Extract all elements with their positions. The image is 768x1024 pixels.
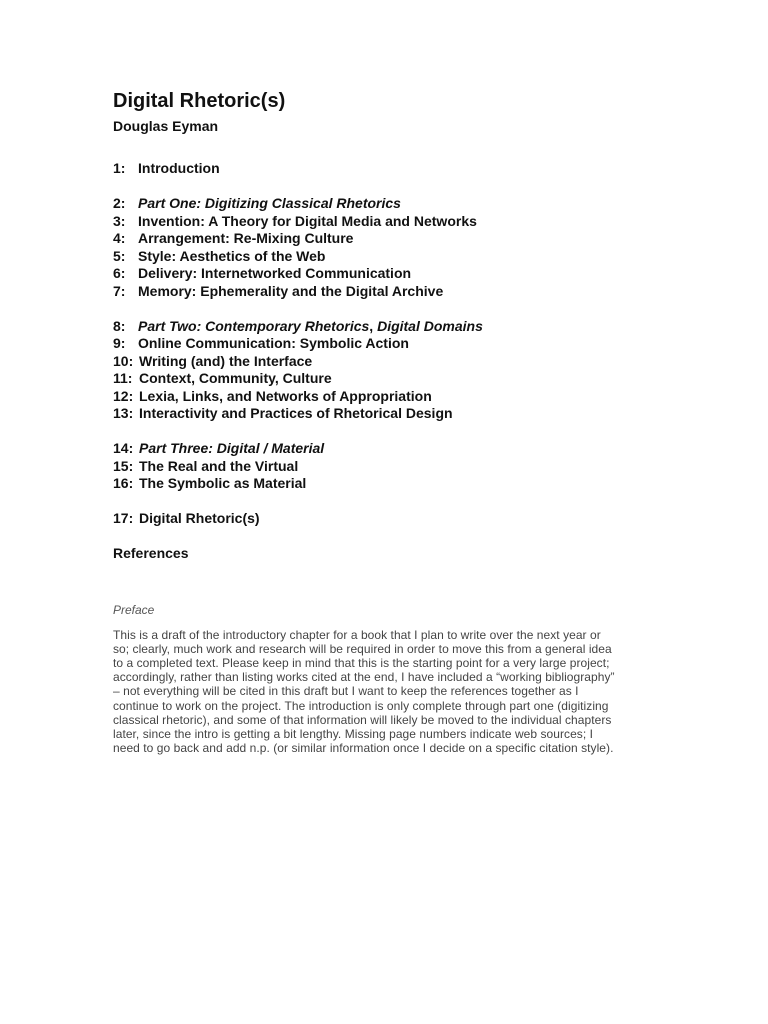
toc-entry-number: 15: (113, 457, 134, 474)
document-title: Digital Rhetoric(s) (113, 90, 286, 112)
toc-entry (113, 475, 673, 493)
toc-part-title: Part Two: Contemporary Rhetorics (138, 317, 370, 334)
toc-part-heading (138, 318, 483, 334)
toc-entry-label: Digital Rhetoric(s) (139, 510, 260, 526)
toc-entry-label: Arrangement: Re-Mixing Culture (138, 230, 354, 246)
toc-part-heading: Part One: Digitizing Classical Rhetorics (138, 195, 401, 211)
toc-separator: , (369, 317, 378, 334)
toc-entry-label: The Symbolic as Material (139, 475, 307, 491)
toc-entry-label: References (113, 545, 189, 561)
preface-line: to a completed text. Please keep in mind that this is the starting point for a very large project; (113, 655, 610, 670)
preface-line: accordingly, rather than listing works cited at the end, I have included a “working bibliography” (113, 670, 615, 685)
toc-entry-label: Lexia, Links, and Networks of Appropriation (139, 387, 432, 404)
toc-entry (113, 248, 673, 266)
toc-entry-label: Writing (and) the Interface (139, 352, 313, 369)
toc-entry (113, 265, 673, 283)
toc-entry (113, 283, 673, 301)
toc-entry (113, 545, 673, 563)
toc-entry-number: 3: (113, 212, 126, 229)
toc-part-heading: Part Three: Digital / Material (139, 440, 325, 456)
toc-entry (113, 318, 673, 336)
toc-entry-label: Interactivity and Practices of Rhetorical Design (139, 405, 453, 421)
toc-entry (113, 353, 673, 371)
toc-entry-number: 9: (113, 335, 126, 351)
toc-entry-label: The Real and the Virtual (139, 457, 299, 474)
toc-entry (113, 370, 673, 388)
toc-entry (113, 440, 673, 458)
preface-line: so; clearly, much work and research will be required in order to move this from a general idea (113, 641, 612, 656)
toc-entry-number: 2: (113, 195, 126, 211)
toc-entry-label: Introduction (138, 160, 220, 176)
preface-section (113, 602, 673, 756)
toc-entry-number: 17: (113, 510, 134, 526)
toc-group (113, 545, 673, 563)
preface-heading: Preface (113, 602, 155, 617)
toc-entry-number: 11: (113, 370, 133, 386)
toc-entry-number: 14: (113, 440, 134, 456)
toc-entry (113, 195, 673, 213)
toc-entry-number: 10: (113, 352, 134, 369)
toc-entry-number: 16: (113, 475, 134, 491)
toc-entry-number: 1: (113, 160, 126, 176)
toc-entry-number: 13: (113, 405, 134, 421)
toc-entry (113, 160, 673, 178)
toc-entry (113, 458, 673, 476)
toc-entry (113, 388, 673, 406)
toc-entry-number: 4: (113, 230, 126, 246)
document-author: Douglas Eyman (113, 118, 219, 134)
toc-entry (113, 230, 673, 248)
preface-line: need to go back and add n.p. (or similar information once I decide on a specific citation style). (113, 741, 614, 756)
toc-entry (113, 335, 673, 353)
toc-entry (113, 213, 673, 231)
document-content (113, 88, 673, 755)
toc-entry-label: Delivery: Internetworked Communication (138, 265, 412, 281)
table-of-contents (113, 160, 673, 563)
toc-group (113, 510, 673, 528)
toc-entry-label: Style: Aesthetics of the Web (138, 247, 326, 264)
preface-line: classical rhetoric), and some of that information will likely be moved to the individual chapters (113, 712, 612, 727)
toc-group (113, 318, 673, 423)
preface-line: This is a draft of the introductory chapter for a book that I plan to write over the next year or (113, 627, 601, 642)
toc-entry (113, 405, 673, 423)
toc-entry-label: Invention: A Theory for Digital Media and Networks (138, 212, 477, 229)
preface-line: later, since the intro is getting a bit lengthy. Missing page numbers indicate web sources; I (113, 726, 594, 741)
toc-entry-number: 7: (113, 282, 126, 299)
preface-body (113, 628, 661, 756)
toc-group (113, 440, 673, 493)
toc-entry-number: 6: (113, 265, 126, 281)
toc-entry-number: 5: (113, 247, 126, 264)
toc-entry-label: Online Communication: Symbolic Action (138, 335, 409, 351)
toc-group (113, 195, 673, 300)
toc-entry-number: 12: (113, 387, 134, 404)
toc-entry (113, 510, 673, 528)
toc-entry-number: 8: (113, 317, 126, 334)
toc-part-subtitle: Digital Domains (377, 317, 483, 334)
toc-group (113, 160, 673, 178)
toc-entry-label: Context, Community, Culture (139, 370, 332, 386)
toc-entry-label: Memory: Ephemerality and the Digital Archive (138, 282, 444, 299)
preface-line: continue to work on the project. The introduction is only complete through part one (digitizing (113, 698, 609, 713)
preface-line: – not everything will be cited in this draft but I want to keep the references together as I (113, 684, 579, 699)
